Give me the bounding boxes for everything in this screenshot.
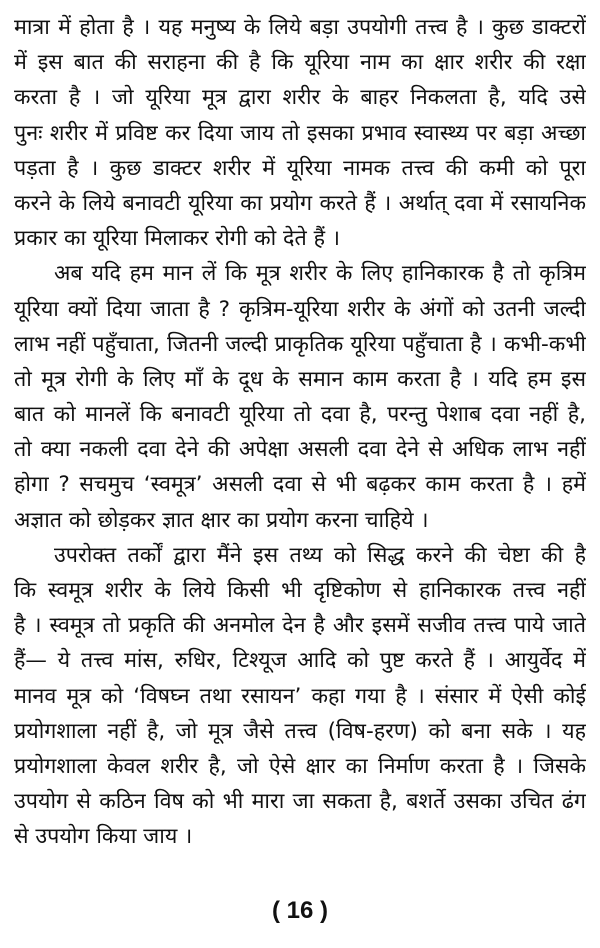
text-line: होगा ? सचमुच ‘स्वमूत्र’ असली दवा से भी बढ़कर काम करता है । हमें	[14, 472, 586, 498]
text-line: तो मूत्र रोगी के लिए माँ के दूध के समान काम करता है । यदि हम इस	[14, 366, 586, 392]
text-line: मानव मूत्र को ‘विषघ्न तथा रसायन’ कहा गया है । संसार में ऐसी कोई	[14, 683, 586, 709]
text-line: कि स्वमूत्र शरीर के लिये किसी भी दृष्टिकोण से हानिकारक तत्त्व नहीं	[14, 578, 586, 603]
text-line: प्रकार का यूरिया मिलाकर रोगी को देते हैं ।	[14, 226, 340, 252]
text-line: उपरोक्त तर्कों द्वारा मैंने इस तथ्य को सिद्ध करने की चेष्टा की है	[54, 542, 586, 568]
text-line: अज्ञात को छोड़कर ज्ञात क्षार का प्रयोग करना चाहिये ।	[14, 507, 429, 533]
text-line: तो क्या नकली दवा देने की अपेक्षा असली दवा देने से अधिक लाभ नहीं	[14, 437, 586, 463]
text-line: प्रयोगशाला केवल शरीर है, जो ऐसे क्षार का निर्माण करता है । जिसके	[14, 753, 586, 779]
text-line: मात्रा में होता है । यह मनुष्य के लिये बड़ा उपयोगी तत्त्व है । कुछ डाक्टरों	[14, 15, 586, 40]
text-line: प्रयोगशाला नहीं है, जो मूत्र जैसे तत्त्व (विष-हरण) को बना सके । यह	[14, 718, 586, 744]
text-line: अब यदि हम मान लें कि मूत्र शरीर के लिए हानिकारक है तो कृत्रिम	[54, 261, 586, 287]
text-line: यूरिया क्यों दिया जाता है ? कृत्रिम-यूरिया शरीर के अंगों को उतनी जल्दी	[14, 296, 586, 322]
text-line: बात को मानलें कि बनावटी यूरिया तो दवा है, परन्तु पेशाब दवा नहीं है,	[14, 402, 586, 428]
text-line: हैं— ये तत्त्व मांस, रुधिर, टिश्यूज आदि को पुष्ट करते हैं । आयुर्वेद में	[14, 648, 586, 674]
page-number: ( 16 )	[271, 897, 328, 924]
text-line: से उपयोग किया जाय ।	[14, 824, 193, 850]
paragraph-2	[14, 256, 586, 538]
paragraph-1	[14, 10, 586, 256]
text-line: लाभ नहीं पहुँचाता, जितनी जल्दी प्राकृतिक यूरिया पहुँचाता है । कभी-कभी	[14, 331, 586, 357]
paragraph-3	[14, 538, 586, 855]
text-line: है । स्वमूत्र तो प्रकृति की अनमोल देन है और इसमें सजीव तत्त्व पाये जाते	[14, 613, 586, 639]
text-line: पड़ता है । कुछ डाक्टर शरीर में यूरिया नामक तत्त्व की कमी को पूरा	[14, 155, 586, 181]
text-line: पुनः शरीर में प्रविष्ट कर दिया जाय तो इसका प्रभाव स्वास्थ्य पर बड़ा अच्छा	[14, 120, 586, 146]
text-line: में इस बात की सराहना की है कि यूरिया नाम का क्षार शरीर की रक्षा	[14, 50, 586, 76]
text-line: करने के लिये बनावटी यूरिया का प्रयोग करते हैं । अर्थात् दवा में रसायनिक	[14, 190, 586, 216]
text-line: करता है । जो यूरिया मूत्र द्वारा शरीर के बाहर निकलता है, यदि उसे	[14, 85, 586, 111]
book-page	[14, 10, 586, 855]
text-line: उपयोग से कठिन विष को भी मारा जा सकता है, बशर्ते उसका उचित ढंग	[14, 789, 586, 815]
